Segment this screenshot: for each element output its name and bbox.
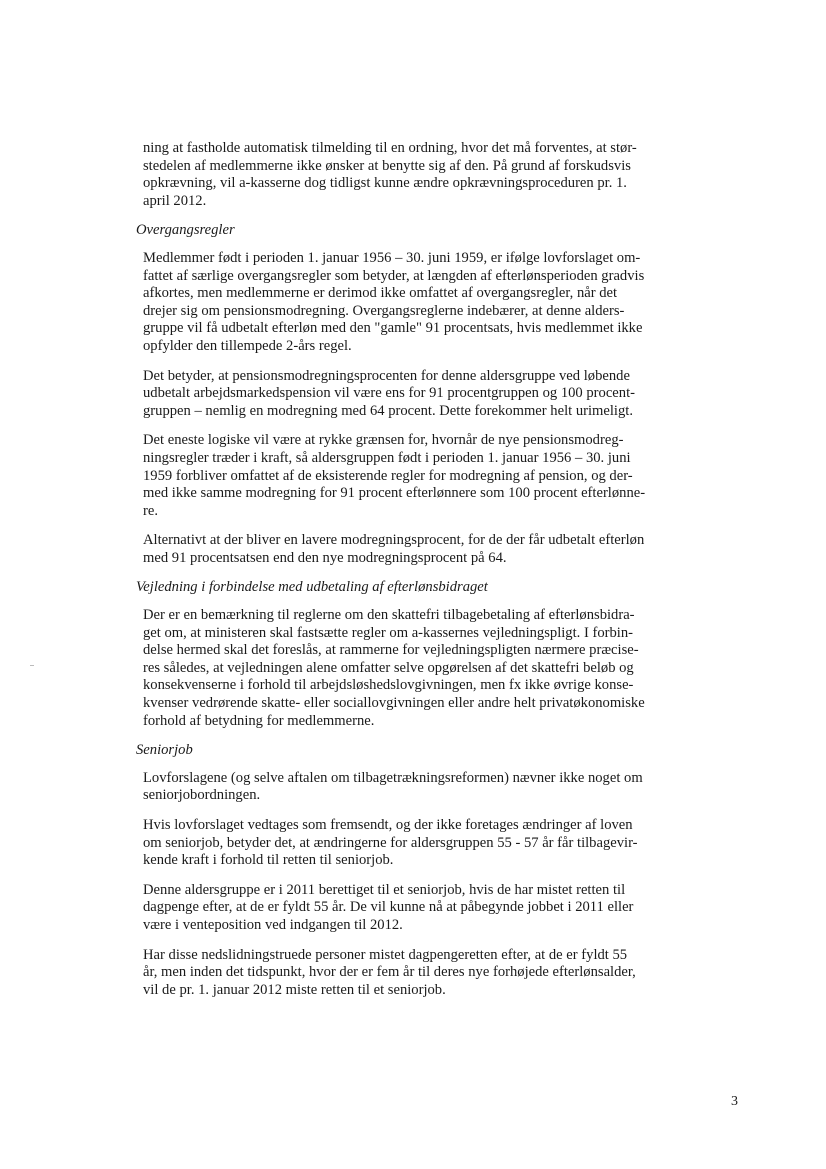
text-line: gruppe vil få udbetalt efterløn med den "gamle" 91 procentsats, hvis medlemmet ikke — [143, 320, 643, 337]
text-line: med ikke samme modregning for 91 procent efterlønnere som 100 procent efterlønne- — [143, 485, 646, 502]
text-line: Der er en bemærkning til reglerne om den skattefri tilbagebetaling af efterlønsbidra- — [143, 607, 635, 624]
text-line: get om, at ministeren skal fastsætte regler om a-kassernes vejledningspligt. I forbin- — [143, 624, 633, 641]
section-heading-seniorjob: Seniorjob — [136, 742, 193, 759]
paragraph — [143, 250, 688, 356]
text-line: opfylder den tillempede 2-års regel. — [143, 337, 352, 354]
text-line: april 2012. — [143, 192, 207, 209]
text-line: seniorjobordningen. — [143, 787, 261, 804]
section-heading-vejledning: Vejledning i forbindelse med udbetaling af efterlønsbidraget — [136, 579, 488, 596]
text-line: 1959 forbliver omfattet af de eksisterende regler for modregning af pension, og der- — [143, 467, 633, 484]
text-line: kende kraft i forhold til retten til seniorjob. — [143, 852, 394, 869]
text-line: år, men inden det tidspunkt, hvor der er fem år til deres nye forhøjede efterlønsalder, — [143, 964, 636, 981]
text-line: kvenser vedrørende skatte- eller sociallovgivningen eller andre helt privatøkonomiske — [143, 695, 645, 712]
text-line: Det betyder, at pensionsmodregningsprocenten for denne aldersgruppe ved løbende — [143, 367, 630, 384]
section-heading-overgangsregler: Overgangsregler — [136, 222, 235, 239]
paragraph — [143, 140, 688, 210]
text-line: Medlemmer født i perioden 1. januar 1956 – 30. juni 1959, er ifølge lovforslaget om- — [143, 249, 641, 266]
text-line: Har disse nedslidningstruede personer mistet dagpengeretten efter, at de er fyldt 55 — [143, 946, 628, 963]
text-line: gruppen – nemlig en modregning med 64 procent. Dette forekommer helt urimeligt. — [143, 402, 633, 419]
text-line: Alternativt at der bliver en lavere modregningsprocent, for de der får udbetalt efterløn — [143, 532, 645, 549]
text-line: fattet af særlige overgangsregler som betyder, at længden af efterlønsperioden gradvis — [143, 267, 645, 284]
paragraph — [143, 947, 688, 1000]
text-line: Hvis lovforslaget vedtages som fremsendt, og der ikke foretages ændringer af loven — [143, 817, 633, 833]
text-line: forhold af betydning for medlemmerne. — [143, 712, 375, 729]
text-line: ningsregler træder i kraft, så aldersgruppen født i perioden 1. januar 1956 – 30. juni — [143, 449, 631, 466]
document-body — [136, 140, 688, 1011]
page-number: 3 — [731, 1094, 738, 1109]
paragraph — [143, 817, 688, 870]
text-line: udbetalt arbejdsmarkedspension vil være ens for 91 procentgruppen og 100 procent- — [143, 385, 635, 402]
paragraph — [143, 432, 688, 520]
text-line: stedelen af medlemmerne ikke ønsker at benytte sig af den. På grund af forskudsvis — [143, 157, 631, 174]
text-line: dagpenge efter, at de er fyldt 55 år. De vil kunne nå at påbegynde jobbet i 2011 eller — [143, 899, 634, 916]
text-line: Denne aldersgruppe er i 2011 berettiget til et seniorjob, hvis de har mistet retten til — [143, 881, 626, 898]
text-line: delse hermed skal det foreslås, at rammerne for vejledningspligten nærmere præcise- — [143, 642, 639, 659]
text-line: med 91 procentsatsen end den nye modregningsprocent på 64. — [143, 549, 507, 566]
text-line: ning at fastholde automatisk tilmelding til en ordning, hvor det må forventes, at stør- — [143, 140, 637, 156]
text-line: Lovforslagene (og selve aftalen om tilbagetrækningsreformen) nævner ikke noget om — [143, 769, 643, 786]
margin-mark — [30, 665, 34, 666]
text-line: om seniorjob, betyder det, at ændringerne for aldersgruppen 55 - 57 år får tilbagevir- — [143, 834, 638, 851]
text-line: vil de pr. 1. januar 2012 miste retten til et seniorjob. — [143, 981, 446, 998]
text-line: være i venteposition ved indgangen til 2012. — [143, 916, 403, 933]
paragraph — [143, 882, 688, 935]
paragraph — [143, 532, 688, 567]
text-line: Det eneste logiske vil være at rykke grænsen for, hvornår de nye pensionsmodreg- — [143, 432, 624, 449]
paragraph — [143, 607, 688, 730]
text-line: re. — [143, 502, 158, 519]
text-line: afkortes, men medlemmerne er derimod ikke omfattet af overgangsregler, når det — [143, 285, 618, 302]
paragraph — [143, 368, 688, 421]
text-line: opkrævning, vil a-kasserne dog tidligst kunne ændre opkrævningsproceduren pr. 1. — [143, 175, 627, 192]
text-line: res således, at vejledningen alene omfatter selve opgørelsen af det skattefri beløb og — [143, 659, 634, 676]
paragraph — [143, 770, 688, 805]
text-line: konsekvenserne i forhold til arbejdsløshedslovgivningen, men fx ikke øvrige konse- — [143, 677, 634, 694]
text-line: drejer sig om pensionsmodregning. Overgangsreglerne indebærer, at denne alders- — [143, 302, 625, 319]
